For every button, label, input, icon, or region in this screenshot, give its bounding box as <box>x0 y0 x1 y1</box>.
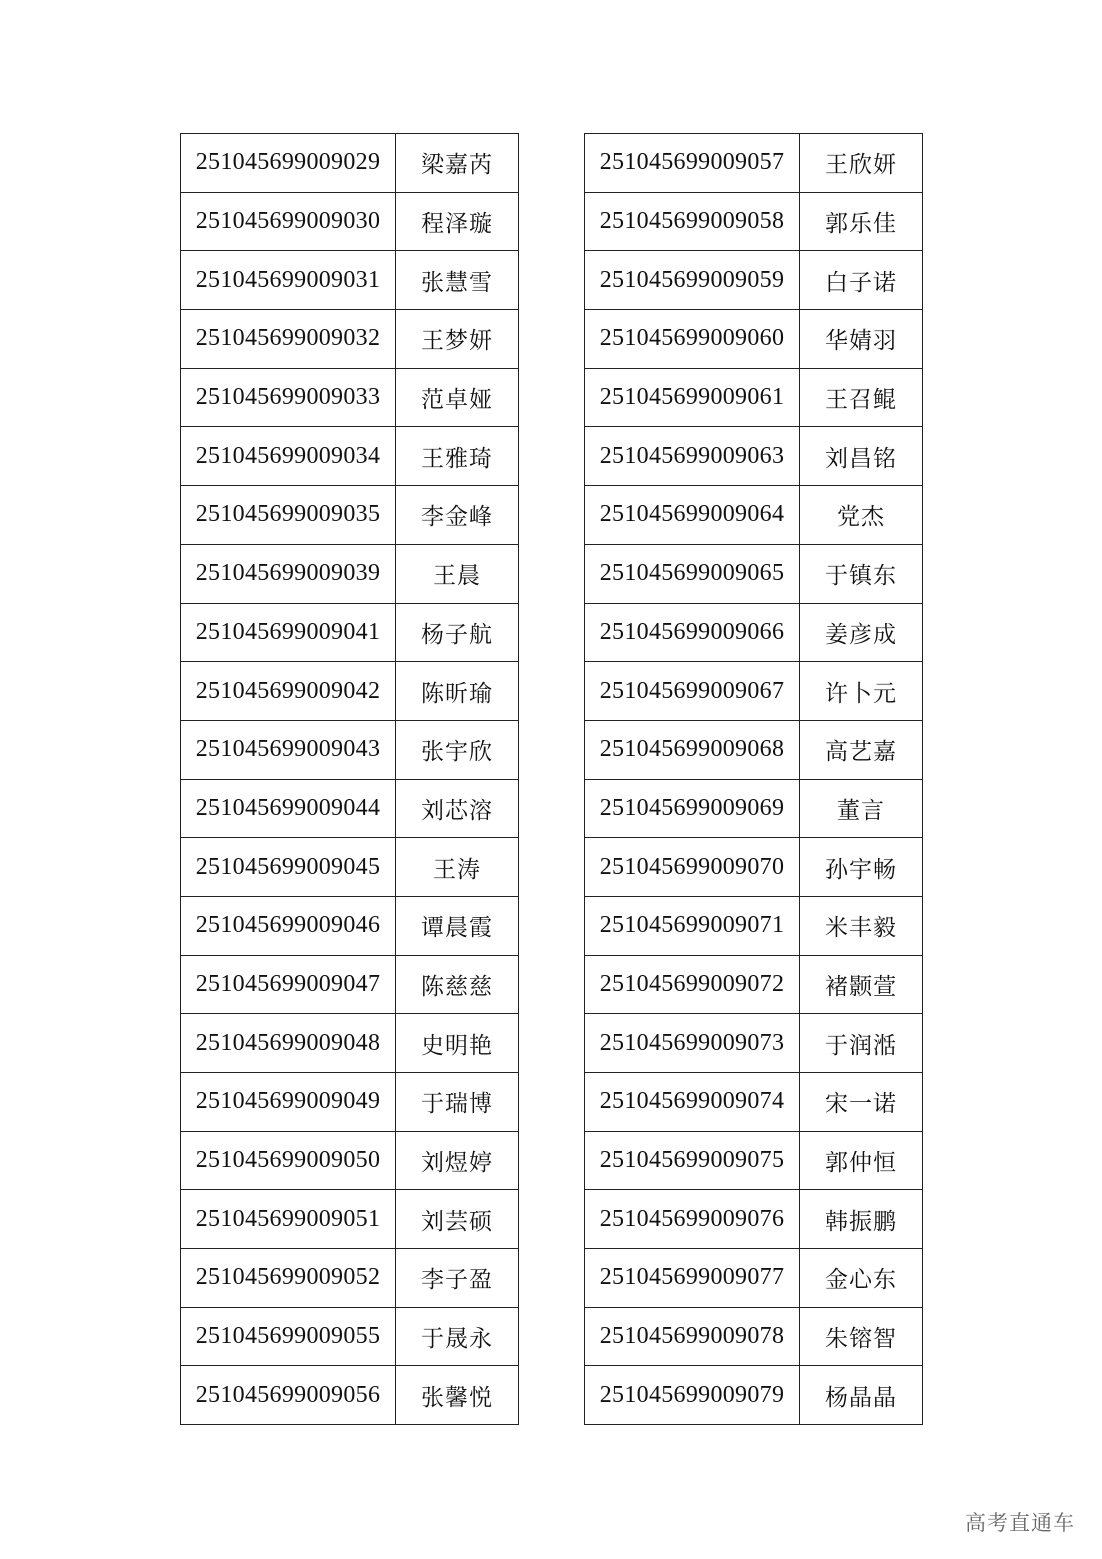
candidate-id-cell: 251045699009072 <box>585 955 800 1014</box>
candidate-name-cell: 刘芸硕 <box>396 1190 519 1249</box>
candidate-name-cell: 于瑞博 <box>396 1073 519 1132</box>
table-row <box>181 1249 519 1308</box>
candidate-id-cell: 251045699009077 <box>585 1249 800 1308</box>
candidate-name-cell: 张宇欣 <box>396 720 519 779</box>
candidate-name-cell: 郭仲恒 <box>800 1131 923 1190</box>
candidate-name-cell: 史明艳 <box>396 1014 519 1073</box>
table-row <box>585 838 923 897</box>
candidate-id-cell: 251045699009049 <box>181 1073 396 1132</box>
candidate-id-cell: 251045699009044 <box>181 779 396 838</box>
table-row <box>585 955 923 1014</box>
candidate-id-cell: 251045699009042 <box>181 662 396 721</box>
table-row <box>585 1014 923 1073</box>
candidate-id-cell: 251045699009076 <box>585 1190 800 1249</box>
candidate-id-cell: 251045699009064 <box>585 486 800 545</box>
table-row <box>181 486 519 545</box>
table-row <box>585 896 923 955</box>
candidate-name-cell: 张馨悦 <box>396 1366 519 1425</box>
table-row <box>181 779 519 838</box>
candidate-name-cell: 王欣妍 <box>800 134 923 193</box>
candidate-name-cell: 谭晨霞 <box>396 896 519 955</box>
candidate-id-cell: 251045699009031 <box>181 251 396 310</box>
candidate-id-cell: 251045699009045 <box>181 838 396 897</box>
table-row <box>181 1014 519 1073</box>
table-row <box>585 1249 923 1308</box>
table-row <box>585 779 923 838</box>
table-row <box>585 603 923 662</box>
candidate-name-cell: 陈慈慈 <box>396 955 519 1014</box>
candidate-id-cell: 251045699009071 <box>585 896 800 955</box>
table-row <box>181 368 519 427</box>
candidate-name-cell: 杨子航 <box>396 603 519 662</box>
candidate-id-cell: 251045699009066 <box>585 603 800 662</box>
table-row <box>181 955 519 1014</box>
table-row <box>181 662 519 721</box>
table-row <box>585 1190 923 1249</box>
candidate-name-cell: 党杰 <box>800 486 923 545</box>
candidate-id-cell: 251045699009065 <box>585 544 800 603</box>
table-row <box>181 427 519 486</box>
candidate-name-cell: 李子盈 <box>396 1249 519 1308</box>
candidate-name-cell: 金心东 <box>800 1249 923 1308</box>
table-row <box>585 427 923 486</box>
candidate-name-cell: 于润湉 <box>800 1014 923 1073</box>
right-student-table <box>584 133 923 1425</box>
candidate-id-cell: 251045699009048 <box>181 1014 396 1073</box>
table-row <box>585 251 923 310</box>
candidate-id-cell: 251045699009069 <box>585 779 800 838</box>
candidate-id-cell: 251045699009055 <box>181 1307 396 1366</box>
candidate-id-cell: 251045699009029 <box>181 134 396 193</box>
table-row <box>585 720 923 779</box>
candidate-id-cell: 251045699009033 <box>181 368 396 427</box>
candidate-name-cell: 杨晶晶 <box>800 1366 923 1425</box>
candidate-name-cell: 王梦妍 <box>396 310 519 369</box>
candidate-name-cell: 高艺嘉 <box>800 720 923 779</box>
candidate-id-cell: 251045699009056 <box>181 1366 396 1425</box>
candidate-id-cell: 251045699009057 <box>585 134 800 193</box>
table-row <box>585 310 923 369</box>
table-row <box>181 720 519 779</box>
candidate-name-cell: 刘煜婷 <box>396 1131 519 1190</box>
table-row <box>181 251 519 310</box>
candidate-name-cell: 褚颢萱 <box>800 955 923 1014</box>
table-row <box>585 1073 923 1132</box>
candidate-name-cell: 许卜元 <box>800 662 923 721</box>
candidate-name-cell: 王晨 <box>396 544 519 603</box>
table-row <box>181 1073 519 1132</box>
candidate-name-cell: 刘昌铭 <box>800 427 923 486</box>
table-row <box>181 1366 519 1425</box>
table-row <box>585 1366 923 1425</box>
candidate-id-cell: 251045699009070 <box>585 838 800 897</box>
candidate-id-cell: 251045699009063 <box>585 427 800 486</box>
candidate-name-cell: 米丰毅 <box>800 896 923 955</box>
table-row <box>585 1307 923 1366</box>
candidate-id-cell: 251045699009078 <box>585 1307 800 1366</box>
candidate-id-cell: 251045699009035 <box>181 486 396 545</box>
table-row <box>585 368 923 427</box>
candidate-name-cell: 王召鲲 <box>800 368 923 427</box>
candidate-name-cell: 梁嘉芮 <box>396 134 519 193</box>
candidate-id-cell: 251045699009030 <box>181 192 396 251</box>
candidate-id-cell: 251045699009075 <box>585 1131 800 1190</box>
candidate-name-cell: 于晟永 <box>396 1307 519 1366</box>
candidate-id-cell: 251045699009052 <box>181 1249 396 1308</box>
candidate-name-cell: 陈昕瑜 <box>396 662 519 721</box>
candidate-id-cell: 251045699009041 <box>181 603 396 662</box>
table-row <box>181 192 519 251</box>
table-row <box>585 662 923 721</box>
candidate-id-cell: 251045699009068 <box>585 720 800 779</box>
candidate-id-cell: 251045699009061 <box>585 368 800 427</box>
candidate-id-cell: 251045699009060 <box>585 310 800 369</box>
candidate-name-cell: 郭乐佳 <box>800 192 923 251</box>
candidate-id-cell: 251045699009039 <box>181 544 396 603</box>
candidate-name-cell: 孙宇畅 <box>800 838 923 897</box>
candidate-name-cell: 朱镕智 <box>800 1307 923 1366</box>
candidate-name-cell: 刘芯溶 <box>396 779 519 838</box>
candidate-id-cell: 251045699009034 <box>181 427 396 486</box>
candidate-id-cell: 251045699009043 <box>181 720 396 779</box>
candidate-id-cell: 251045699009073 <box>585 1014 800 1073</box>
table-row <box>585 192 923 251</box>
candidate-name-cell: 华婧羽 <box>800 310 923 369</box>
table-row <box>181 1307 519 1366</box>
candidate-id-cell: 251045699009059 <box>585 251 800 310</box>
candidate-id-cell: 251045699009051 <box>181 1190 396 1249</box>
candidate-id-cell: 251045699009032 <box>181 310 396 369</box>
candidate-name-cell: 王雅琦 <box>396 427 519 486</box>
table-row <box>181 838 519 897</box>
candidate-name-cell: 白子诺 <box>800 251 923 310</box>
candidate-name-cell: 宋一诺 <box>800 1073 923 1132</box>
candidate-name-cell: 李金峰 <box>396 486 519 545</box>
table-row <box>181 134 519 193</box>
table-row <box>585 486 923 545</box>
candidate-id-cell: 251045699009058 <box>585 192 800 251</box>
candidate-name-cell: 韩振鹏 <box>800 1190 923 1249</box>
candidate-name-cell: 于镇东 <box>800 544 923 603</box>
table-row <box>181 544 519 603</box>
table-row <box>585 1131 923 1190</box>
candidate-id-cell: 251045699009046 <box>181 896 396 955</box>
left-student-table <box>180 133 519 1425</box>
table-row <box>585 134 923 193</box>
candidate-name-cell: 董言 <box>800 779 923 838</box>
table-row <box>181 1131 519 1190</box>
table-row <box>181 1190 519 1249</box>
candidate-name-cell: 姜彦成 <box>800 603 923 662</box>
candidate-name-cell: 王涛 <box>396 838 519 897</box>
candidate-name-cell: 程泽璇 <box>396 192 519 251</box>
candidate-id-cell: 251045699009074 <box>585 1073 800 1132</box>
table-row <box>181 896 519 955</box>
candidate-name-cell: 范卓娅 <box>396 368 519 427</box>
candidate-id-cell: 251045699009079 <box>585 1366 800 1425</box>
candidate-id-cell: 251045699009050 <box>181 1131 396 1190</box>
candidate-id-cell: 251045699009047 <box>181 955 396 1014</box>
table-row <box>181 310 519 369</box>
watermark-text: 高考直通车 <box>965 1511 1075 1535</box>
table-row <box>585 544 923 603</box>
candidate-id-cell: 251045699009067 <box>585 662 800 721</box>
candidate-name-cell: 张慧雪 <box>396 251 519 310</box>
table-row <box>181 603 519 662</box>
